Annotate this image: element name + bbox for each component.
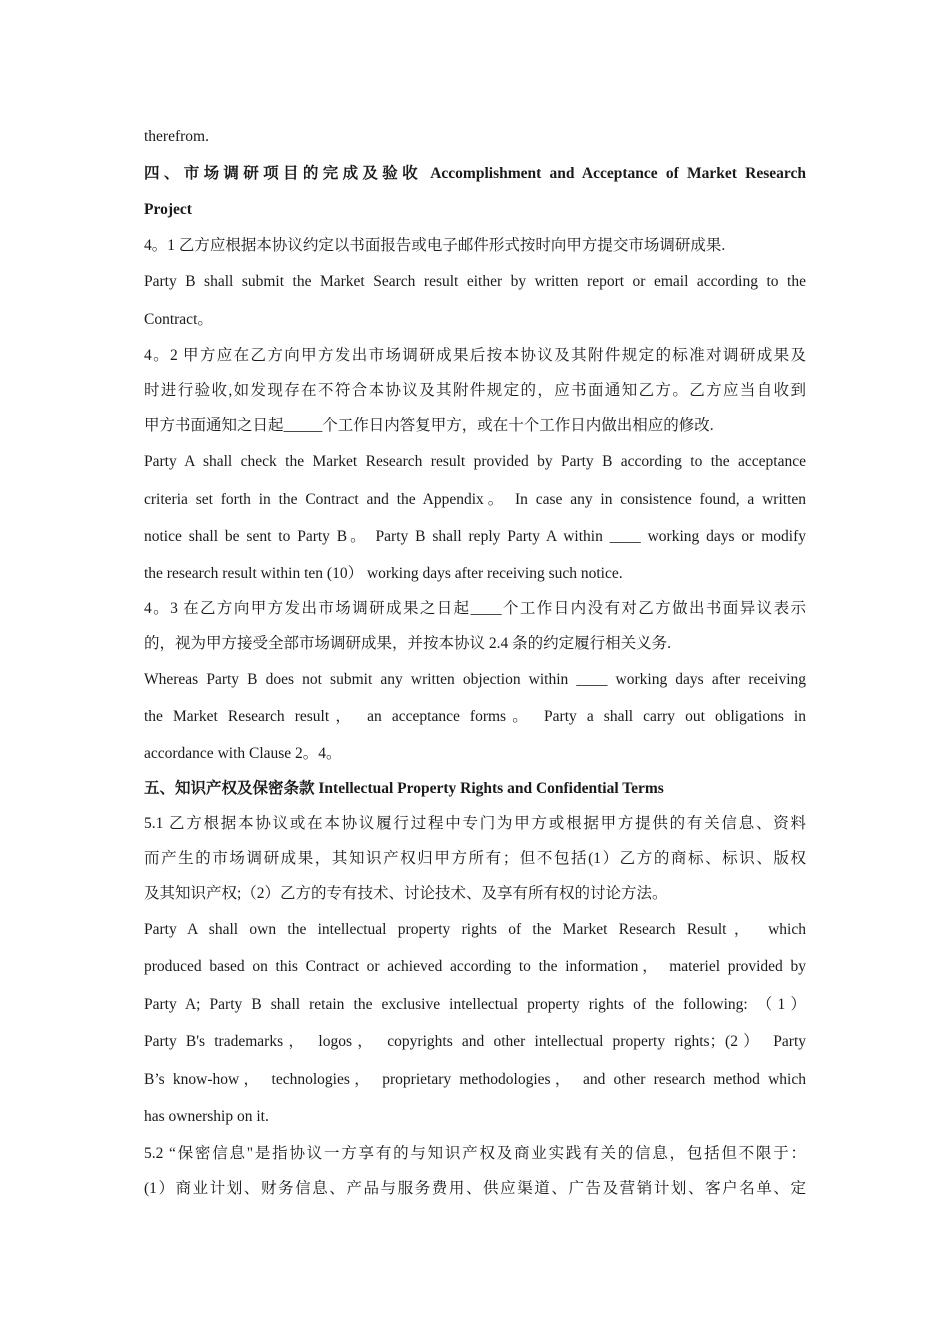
clause-4-2-en-cont: notice shall be sent to Party B。 Party B shall reply Party A within ____ working days or modify — [144, 528, 806, 545]
clause-5-1-zh-cont: 及其知识产权;（2）乙方的专有技术、讨论技术、及享有所有权的讨论方法。 — [144, 884, 668, 902]
clause-4-2-zh: 4。2 甲方应在乙方向甲方发出市场调研成果后按本协议及其附件规定的标准对调研成果及 — [144, 347, 806, 364]
text-line: therefrom. — [144, 128, 209, 145]
clause-5-1-en-cont: B’s know-how， technologies， proprietary methodologies， and other research method which — [144, 1070, 806, 1088]
clause-5-1-zh: 5.1 乙方根据本协议或在本协议履行过程中专门为甲方或根据甲方提供的有关信息、资料 — [144, 814, 806, 832]
section-heading: 四、市场调研项目的完成及验收 Accomplishment and Acceptance of Market Research — [144, 164, 806, 182]
clause-5-1-en-cont: produced based on this Contract or achieved according to the information， materiel provided by — [144, 958, 806, 975]
section-heading: 五、知识产权及保密条款 Intellectual Property Rights and Confidential Terms — [144, 779, 664, 797]
clause-5-2-zh-cont: (1）商业计划、财务信息、产品与服务费用、供应渠道、广告及营销计划、客户名单、定 — [144, 1179, 806, 1197]
clause-4-1-en: Party B shall submit the Market Search result either by written report or email according to the — [144, 273, 806, 290]
clause-5-1-en: Party A shall own the intellectual property rights of the Market Research Result， which — [144, 920, 806, 938]
clause-4-1-en-cont: Contract。 — [144, 310, 213, 328]
clause-4-2-zh-cont: 甲方书面通知之日起_____个工作日内答复甲方，或在十个工作日内做出相应的修改. — [144, 417, 714, 434]
clause-5-1-en-cont: Party A; Party B shall retain the exclusive intellectual property rights of the following: （1） — [144, 995, 806, 1013]
clause-4-3-en-cont: accordance with Clause 2。4。 — [144, 744, 342, 762]
clause-4-3-en-cont: the Market Research result， an acceptance forms。 Party a shall carry out obligations in — [144, 708, 806, 725]
clause-4-2-en: Party A shall check the Market Research result provided by Party B according to the acceptance — [144, 453, 806, 470]
clause-4-3-zh: 4。3 在乙方向甲方发出市场调研成果之日起____个工作日内没有对乙方做出书面异议表示 — [144, 599, 806, 617]
clause-5-1-en-cont: has ownership on it. — [144, 1108, 269, 1125]
clause-4-3-en: Whereas Party B does not submit any written objection within ____ working days after receiving — [144, 670, 806, 688]
clause-4-2-en-cont: the research result within ten (10） working days after receiving such notice. — [144, 564, 623, 582]
clause-4-1-zh: 4。1 乙方应根据本协议约定以书面报告或电子邮件形式按时向甲方提交市场调研成果. — [144, 237, 726, 254]
clause-4-2-en-cont: criteria set forth in the Contract and the Appendix。 In case any in consistence found, a written — [144, 490, 806, 508]
document-page — [144, 118, 806, 1206]
clause-5-2-zh: 5.2 “保密信息"是指协议一方享有的与知识产权及商业实践有关的信息，包括但不限于： — [144, 1144, 806, 1162]
clause-4-3-zh-cont: 的，视为甲方接受全部市场调研成果，并按本协议 2.4 条的约定履行相关义务. — [144, 634, 672, 652]
clause-5-1-en-cont: Party B's trademarks， logos， copyrights and other intellectual property rights；(2） Party — [144, 1033, 806, 1050]
section-heading-cont: Project — [144, 200, 192, 218]
clause-4-2-zh-cont: 时进行验收,如发现存在不符合本协议及其附件规定的，应书面通知乙方。乙方应当自收到 — [144, 382, 806, 399]
clause-5-1-zh-cont: 而产生的市场调研成果，其知识产权归甲方所有；但不包括(1）乙方的商标、标识、版权 — [144, 849, 806, 867]
